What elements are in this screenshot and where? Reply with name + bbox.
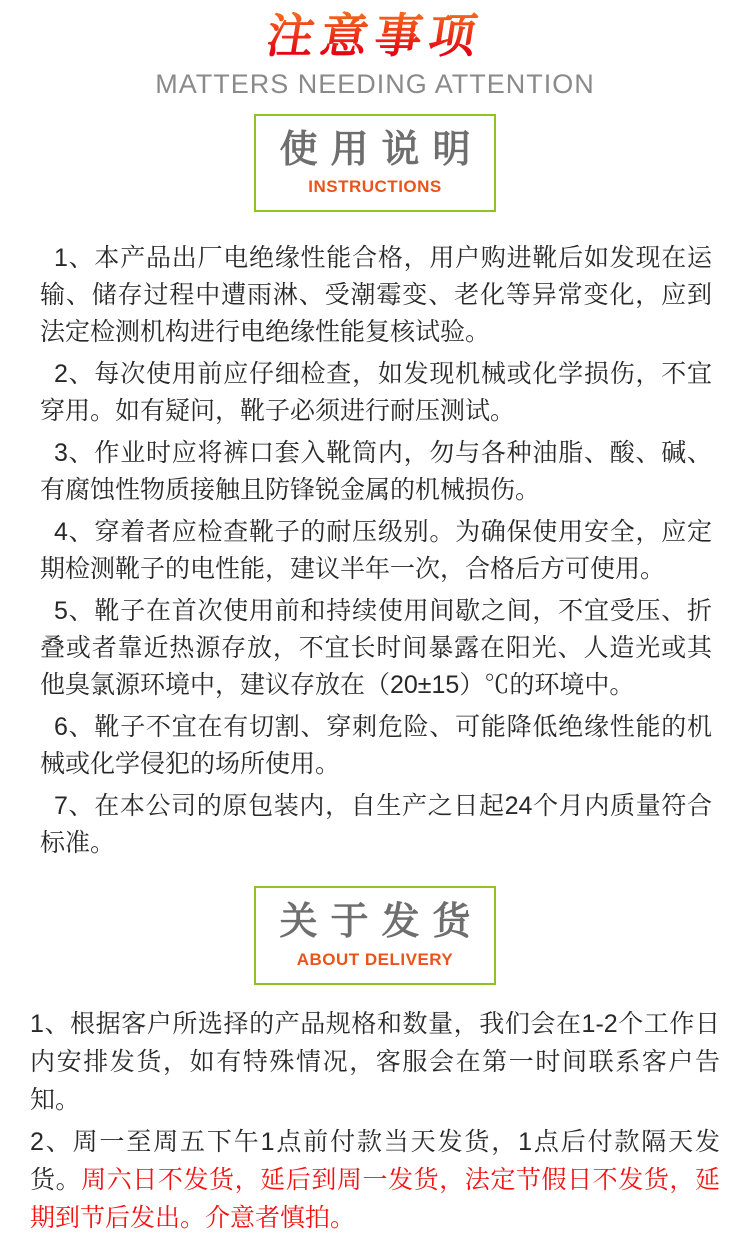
delivery-item-1: [30, 1005, 720, 1119]
delivery-title-cn: 关于发货: [279, 901, 484, 944]
instruction-item-3: 3、作业时应将裤口套入靴筒内，勿与各种油脂、酸、碱、有腐蚀性物质接触且防锋锐金属的机械损伤。: [40, 439, 712, 505]
page-header: [0, 0, 750, 100]
instructions-title-en: INSTRUCTIONS: [308, 177, 442, 197]
delivery-item-2-warning: 周六日不发货，延后到周一发货，法定节假日不发货，延期到节后发出。介意者慎拍。: [30, 1166, 720, 1233]
instruction-item-1: 1、本产品出厂电绝缘性能合格，用户购进靴后如发现在运输、储存过程中遭雨淋、受潮霉变、老化等异常变化，应到法定检测机构进行电绝缘性能复核试验。: [40, 244, 712, 347]
instructions-list: [40, 240, 712, 862]
delivery-item-2-text: 2、周一至周五下午1点前付款当天发货，1点后付款隔天发货。: [30, 1128, 720, 1195]
delivery-list: [30, 1005, 720, 1237]
delivery-section-header: [254, 886, 496, 985]
delivery-item-2: [30, 1123, 720, 1237]
instruction-item-2: 2、每次使用前应仔细检查，如发现机械或化学损伤，不宜穿用。如有疑问，靴子必须进行耐压测试。: [40, 360, 712, 426]
instructions-section-header: [254, 114, 496, 213]
instruction-item-5: 5、靴子在首次使用前和持续使用间歇之间，不宜受压、折叠或者靠近热源存放，不宜长时间暴露在阳光、人造光或其他臭氯源环境中，建议存放在（20±15）℃的环境中。: [40, 597, 712, 700]
page-subtitle: MATTERS NEEDING ATTENTION: [155, 68, 595, 99]
delivery-item-1-text: 1、根据客户所选择的产品规格和数量，我们会在1-2个工作日内安排发货，如有特殊情况，客服会在第一时间联系客户告知。: [30, 1010, 720, 1115]
instructions-title-cn: 使用说明: [279, 128, 484, 171]
instruction-item-4: 4、穿着者应检查靴子的耐压级别。为确保使用安全，应定期检测靴子的电性能，建议半年一次，合格后方可使用。: [40, 518, 712, 584]
delivery-title-en: ABOUT DELIVERY: [296, 950, 454, 970]
instruction-item-6: 6、靴子不宜在有切割、穿刺危险、可能降低绝缘性能的机械或化学侵犯的场所使用。: [40, 713, 712, 779]
instruction-item-7: 7、在本公司的原包装内，自生产之日起24个月内质量符合标准。: [40, 792, 712, 858]
page-title: 注意事项: [262, 9, 488, 62]
